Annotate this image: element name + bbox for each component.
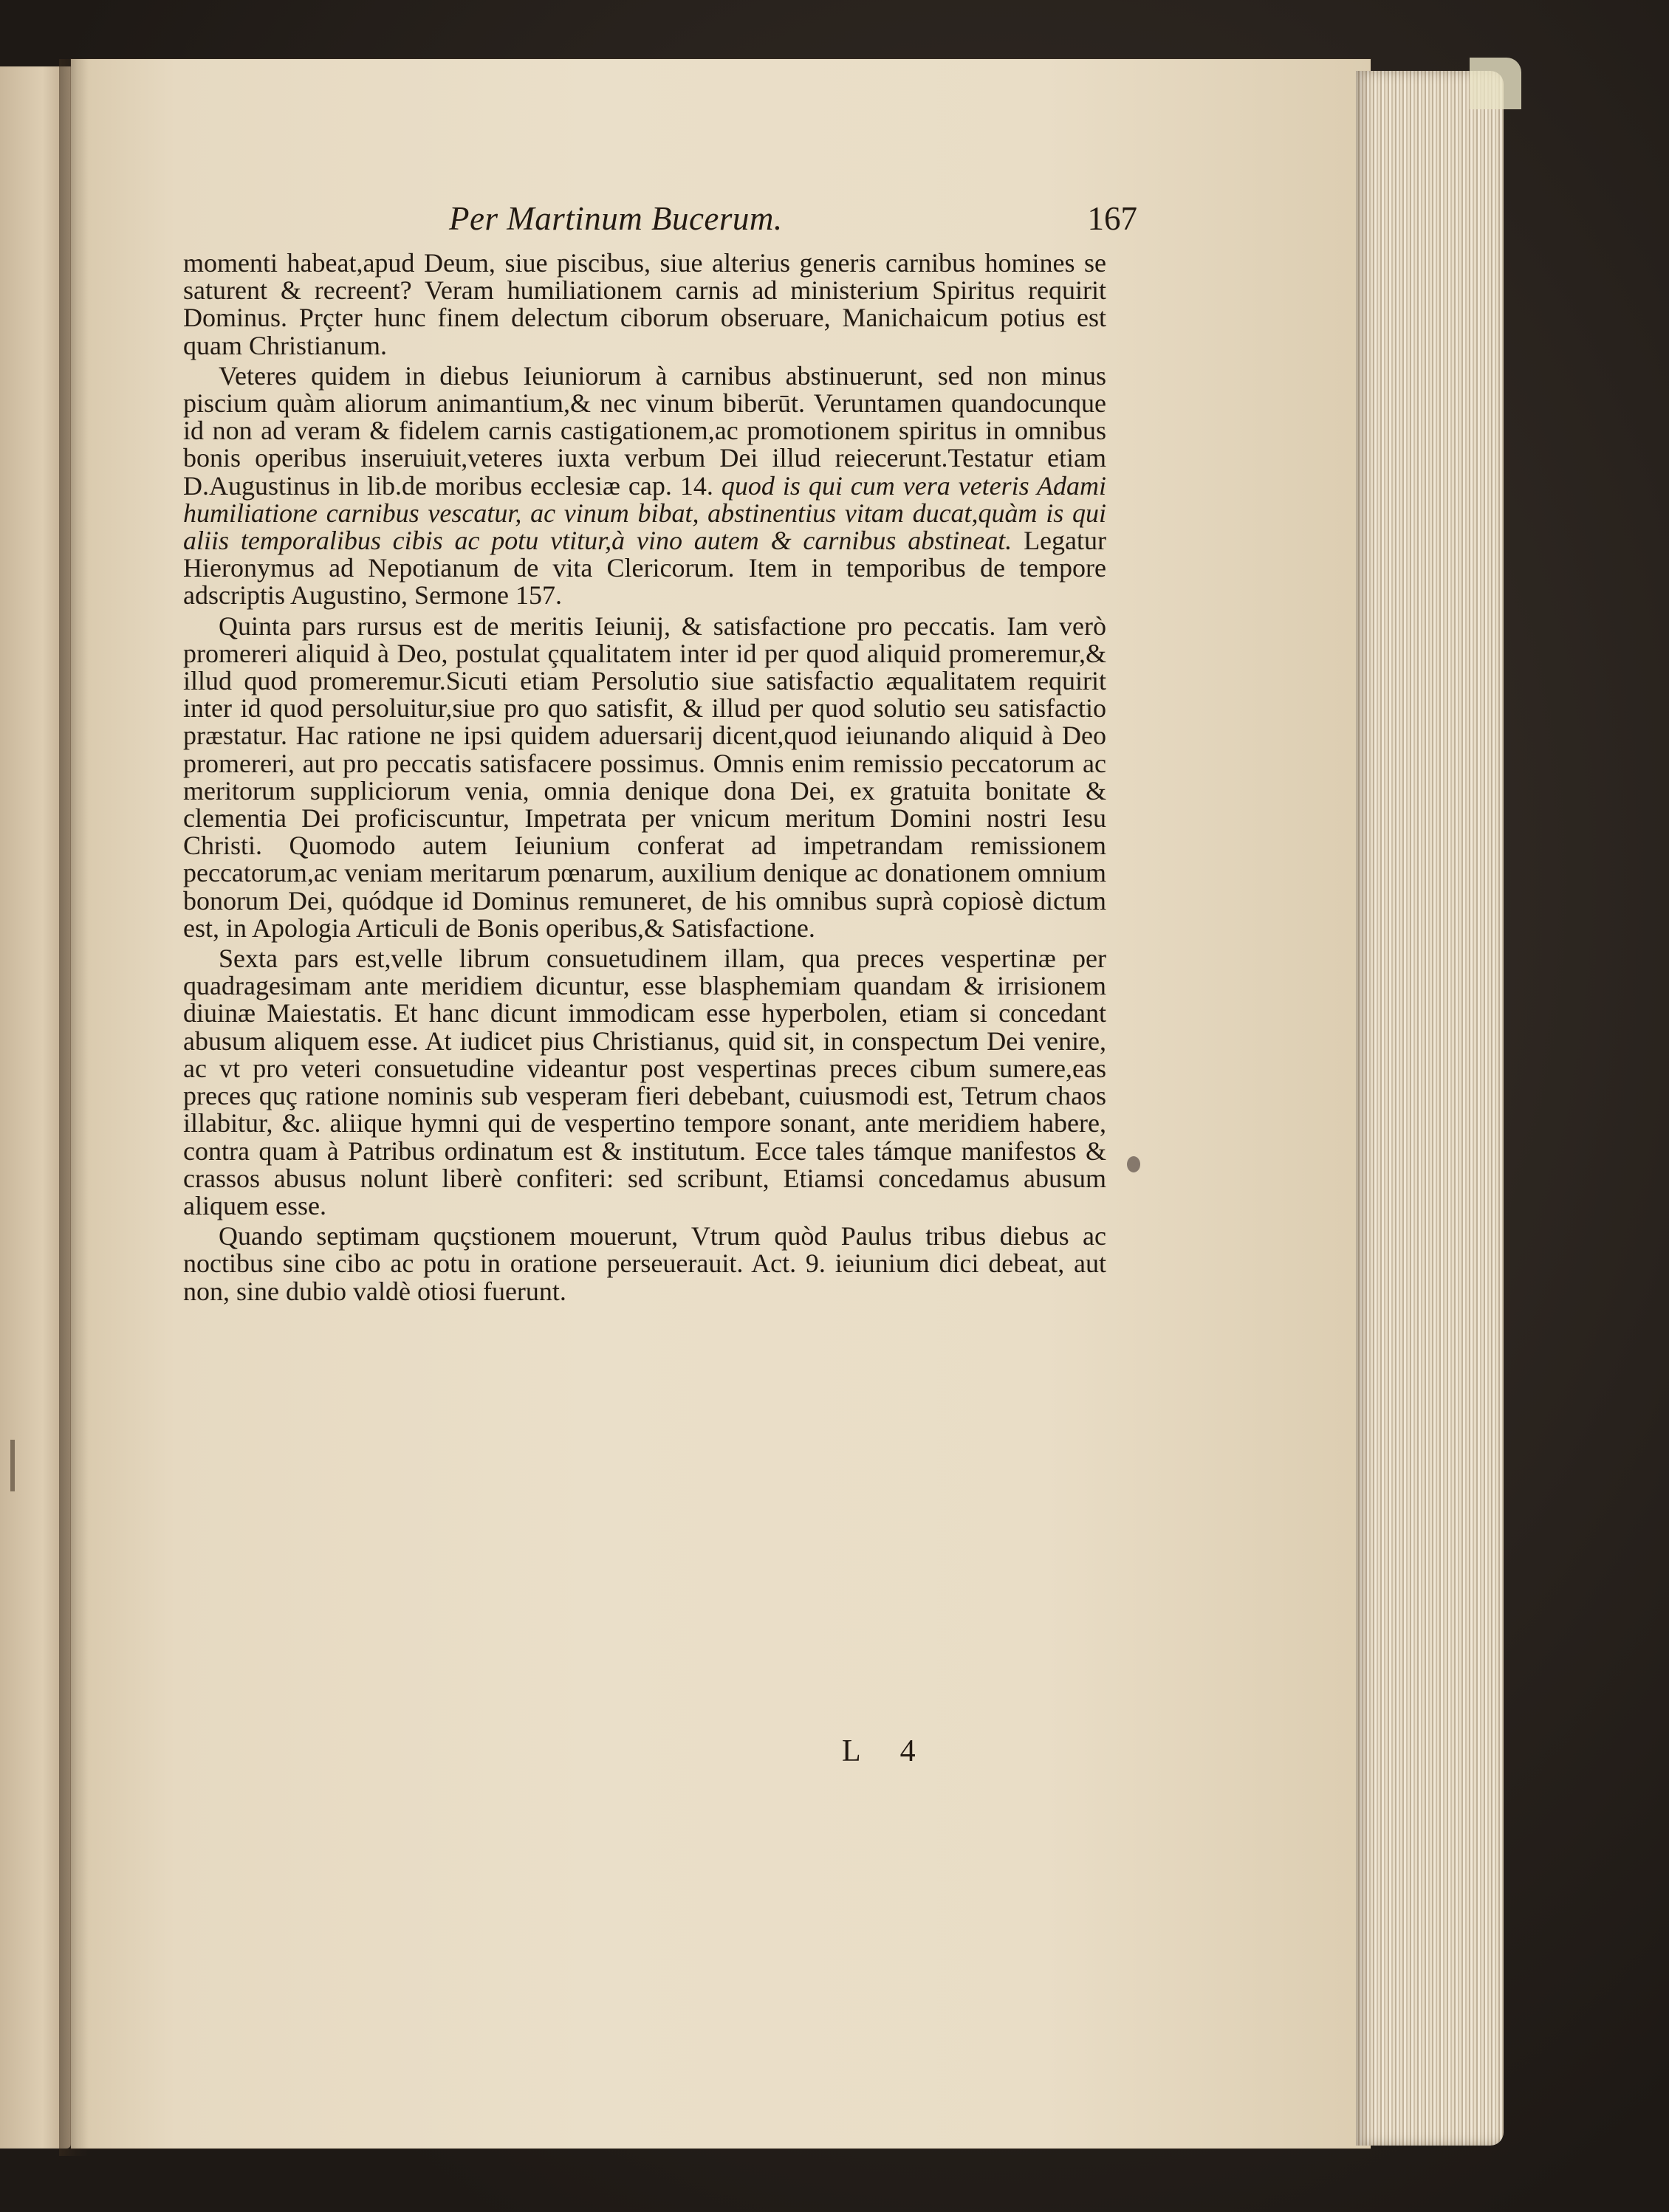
margin-stain: [10, 1440, 15, 1491]
page-edges-corner: [1470, 58, 1521, 109]
page-edges: [1356, 71, 1504, 2146]
running-head: Per Martinum Bucerum.: [449, 200, 783, 237]
page-number: 167: [1087, 200, 1137, 237]
page-header: [183, 199, 1137, 244]
paragraph-2: [183, 360, 1107, 611]
paragraph-1: momenti habeat,apud Deum, siue piscibus, siue alterius generis carnibus homines se saturent & recreent? Veram humiliationem carnis ad ministerium Spiritus requirit Dominus. Prçter hunc finem delectum ciborum obseruare, Manichaicum potius est quam Christianum.: [183, 248, 1106, 360]
body-text: [183, 250, 1106, 1305]
paragraph-3: Quinta pars rursus est de meritis Ieiunij, & satisfactione pro peccatis. Iam verò promereri aliquid à Deo, postulat çqualitatem inter id per quod aliquid promeremur,& illud quod promeremur.Sicuti etiam Persolutio siue satisfactio æqualitatem requirit inter id quod persoluitur,siue pro quo satisfit, & illud per quod solutio seu satisfactio præstatur. Hac ratione ne ipsi quidem aduersarij dicent,quod ieiunando aliquid à Deo promereri, aut pro peccatis satisfacere possimus. Omnis enim remissio peccatorum ac meritorum suppliciorum venia, omnia denique dona Dei, ex gratuita bonitate & clementia Dei proficiscuntur, Impetrata per vnicum meritum Domini nostri Iesu Christi. Quomodo autem Ieiunium conferat ad impetrandam remissionem peccatorum,ac veniam meritarum pœnarum, auxilium denique ac donationem omnium bonorum Dei, quódque id Dominus remuneret, de his omnibus suprà copiosè dictum est, in Apologia Articuli de Bonis operibus,& Satisfactione.: [183, 611, 1106, 943]
paragraph-5: Quando septimam quçstionem mouerunt, Vtrum quòd Paulus tribus diebus ac noctibus sine cibo ac potu in oratione perseuerauit. Act. 9. ieiunium dici debeat, aut non, sine dubio valdè otiosi fuerunt.: [183, 1221, 1106, 1306]
gutter-shadow: [59, 59, 89, 2156]
signature-mark: L 4: [842, 1734, 932, 1768]
paragraph-2-quote: quod is qui cum vera veteris Adami humiliatione carnibus vescatur, ac vinum bibat, abstinentius vitam ducat,quàm is qui aliis temporalibus cibis ac potu vtitur,à vino autem & carnibus abstineat.: [183, 470, 1107, 556]
paragraph-2-text: Veteres quidem in diebus Ieiuniorum à carnibus abstinuerunt, sed non minus piscium quàm aliorum animantium,& nec vinum biberūt. Veruntamen quandocunque id non ad veram & fidelem carnis castigationem,ac promotionem spiritus in omnibus bonis operibus inseruiuit,veteres iuxta verbum Dei illud reiecerunt.Testatur etiam D.Augustinus in lib.de moribus ecclesiæ cap. 14.: [183, 360, 1106, 501]
paragraph-4: Sexta pars est,velle librum consuetudinem illam, qua preces vespertinæ per quadragesimam ante meridiem dicuntur, esse blasphemiam quandam & irrisionem diuinæ Maiestatis. Et hanc dicunt immodicam esse hyperbolen, etiam si concedant abusum aliquem esse. At iudicet pius Christianus, quid sit, in conspectum Dei venire, ac vt pro veteri consuetudine videantur post vespertinas preces cibum sumere,eas preces quç ratione nominis sub vesperam fieri debebant, cuiusmodi est, Tetrum chaos illabitur, &c. aliique hymni qui de vespertino tempore sonant, ante meridiem habere, contra quam à Patribus ordinatum est & institutum. Ecce tales támque manifestos & crassos abusus nolunt liberè confiteri: sed scribunt, Etiamsi concedamus abusum aliquem esse.: [183, 944, 1106, 1220]
paper-speck: [1127, 1156, 1140, 1172]
paragraph-2-tail: Legatur Hieronymus ad Nepotianum de vita Clericorum. Item in temporibus de tempore adscriptis Augustino, Sermone 157.: [183, 526, 1106, 611]
